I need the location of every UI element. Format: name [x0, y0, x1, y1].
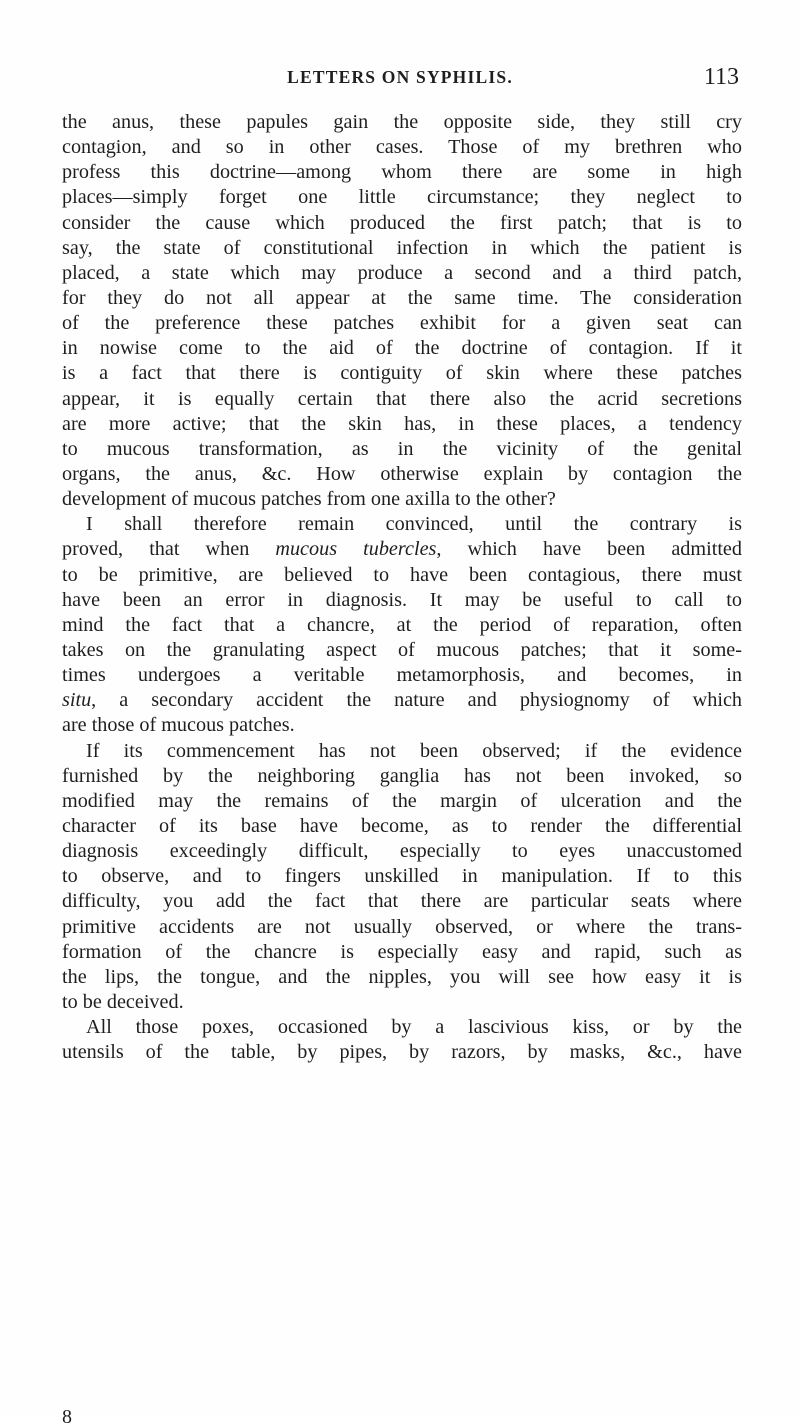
text-line: takes on the granulating aspect of mucous patches; that it some-	[62, 638, 742, 661]
text-run: , which have been admitted	[436, 538, 742, 561]
text-run: , a secondary accident the nature and physiognomy of which	[91, 689, 742, 712]
text-line: I shall therefore remain convinced, until the contrary is	[86, 513, 742, 536]
text-line: furnished by the neighboring ganglia has not been invoked, so	[62, 764, 742, 787]
text-line: If its commencement has not been observed; if the evidence	[86, 739, 742, 762]
text-line: All those poxes, occasioned by a lascivious kiss, or by the	[86, 1016, 742, 1039]
text-line: character of its base have become, as to render the differential	[62, 814, 742, 837]
text-line: are more active; that the skin has, in these places, a tendency	[62, 412, 742, 435]
text-line: appear, it is equally certain that there also the acrid secretions	[62, 387, 742, 410]
text-line: to be deceived.	[62, 990, 184, 1013]
running-head	[0, 62, 800, 92]
text-line: primitive accidents are not usually observed, or where the trans-	[62, 915, 742, 938]
text-line: are those of mucous patches.	[62, 714, 295, 737]
body-text	[62, 110, 742, 1065]
text-line: mind the fact that a chancre, at the period of reparation, often	[62, 613, 742, 636]
text-line: to mucous transformation, as in the vicinity of the genital	[62, 437, 742, 460]
signature-mark: 8	[62, 1406, 72, 1428]
text-line: in nowise come to the aid of the doctrine of contagion. If it	[62, 337, 742, 360]
text-line: difficulty, you add the fact that there are particular seats where	[62, 890, 742, 913]
text-line: development of mucous patches from one axilla to the other?	[62, 488, 556, 511]
running-title: LETTERS ON SYPHILIS.	[287, 67, 513, 87]
text-line: utensils of the table, by pipes, by razors, by masks, &c., have	[62, 1041, 742, 1064]
italic-term: situ	[62, 689, 92, 712]
text-line: for they do not all appear at the same time. The consideration	[62, 286, 742, 309]
text-line: consider the cause which produced the first patch; that is to	[62, 211, 742, 234]
page-number: 113	[703, 64, 739, 90]
text-line: formation of the chancre is especially easy and rapid, such as	[62, 940, 742, 963]
text-line: placed, a state which may produce a second and a third patch,	[62, 261, 742, 284]
text-line: profess this doctrine—among whom there are some in high	[62, 161, 742, 184]
text-line	[62, 537, 742, 562]
text-line: of the preference these patches exhibit for a given seat can	[62, 312, 742, 335]
text-line: modified may the remains of the margin of ulceration and the	[62, 789, 742, 812]
italic-term: mucous tubercles	[275, 538, 437, 561]
text-line: contagion, and so in other cases. Those of my brethren who	[62, 136, 742, 159]
text-line: organs, the anus, &c. How otherwise explain by contagion the	[62, 462, 742, 485]
text-line: is a fact that there is contiguity of skin where these patches	[62, 362, 742, 385]
text-line	[62, 688, 742, 713]
text-line: times undergoes a veritable metamorphosis, and becomes, in	[62, 664, 742, 687]
text-line: have been an error in diagnosis. It may be useful to call to	[62, 588, 742, 611]
text-line: to observe, and to fingers unskilled in manipulation. If to this	[62, 865, 742, 888]
text-line: places—simply forget one little circumstance; they neglect to	[62, 186, 742, 209]
text-line: diagnosis exceedingly difficult, especially to eyes unaccustomed	[62, 840, 742, 863]
text-run: proved, that when	[62, 538, 276, 561]
text-line: the lips, the tongue, and the nipples, you will see how easy it is	[62, 965, 742, 988]
text-line: the anus, these papules gain the opposite side, they still cry	[62, 111, 742, 133]
text-line: to be primitive, are believed to have been contagious, there must	[62, 563, 742, 586]
text-line: say, the state of constitutional infection in which the patient is	[62, 236, 742, 259]
